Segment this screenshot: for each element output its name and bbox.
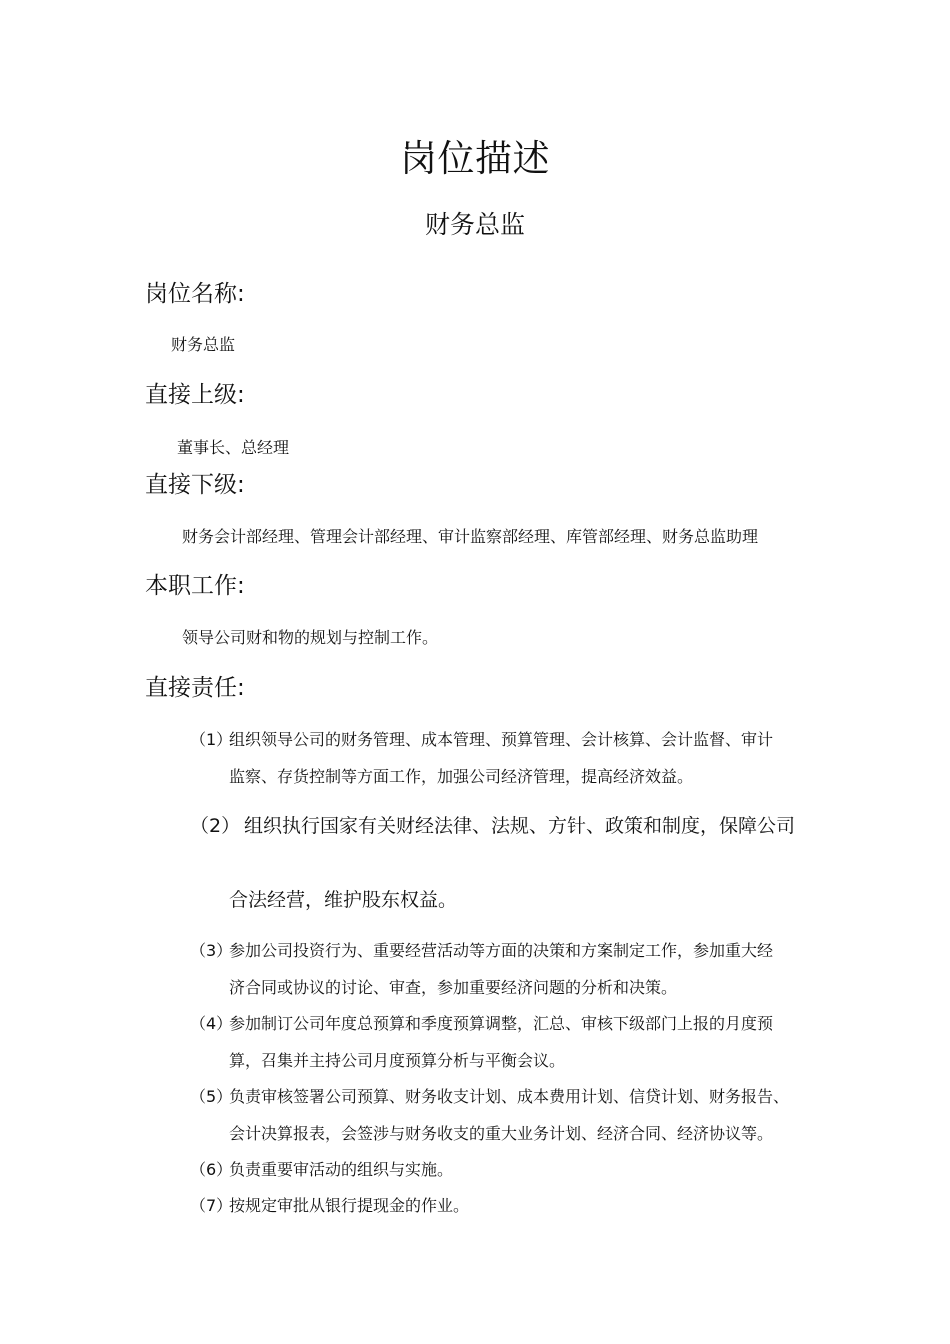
direct-subordinates-heading: 直接下级: — [145, 472, 245, 498]
responsibility-item-line: 负责审核签署公司预算、财务收支计划、成本费用计划、信贷计划、财务报告、 — [229, 1087, 790, 1106]
responsibility-item-number: （6） — [190, 1160, 233, 1179]
responsibility-item-number: （1） — [190, 730, 233, 749]
job-duty-heading: 本职工作: — [145, 573, 245, 599]
responsibility-item-line: 参加公司投资行为、重要经营活动等方面的决策和方案制定工作，参加重大经 — [229, 941, 774, 960]
job-duty-value: 领导公司财和物的规划与控制工作。 — [182, 628, 439, 647]
responsibility-item-line: 会计决算报表，会签涉与财务收支的重大业务计划、经济合同、经济协议等。 — [229, 1124, 774, 1143]
position-name-heading: 岗位名称: — [145, 281, 245, 307]
direct-subordinates-value: 财务会计部经理、管理会计部经理、审计监察部经理、库管部经理、财务总监助理 — [182, 527, 759, 546]
direct-superior-value: 董事长、总经理 — [177, 438, 290, 457]
responsibility-item-number: （7） — [190, 1196, 233, 1215]
responsibility-item-line: 合法经营，维护股东权益。 — [229, 889, 458, 911]
responsibility-item-number: （4） — [190, 1014, 233, 1033]
responsibility-item-line: 按规定审批从银行提现金的作业。 — [229, 1196, 470, 1215]
responsibility-item-line: 监察、存货控制等方面工作，加强公司经济管理，提高经济效益。 — [229, 767, 694, 786]
responsibility-item-line: 参加制订公司年度总预算和季度预算调整，汇总、审核下级部门上报的月度预 — [229, 1014, 774, 1033]
document-title: 岗位描述 — [400, 137, 550, 180]
responsibility-item-line: 组织领导公司的财务管理、成本管理、预算管理、会计核算、会计监督、审计 — [229, 730, 774, 749]
responsibility-item-number: （3） — [190, 941, 233, 960]
responsibility-item-number: （2） — [190, 815, 241, 837]
responsibility-item-line: 算，召集并主持公司月度预算分析与平衡会议。 — [229, 1051, 566, 1070]
document-subtitle: 财务总监 — [424, 210, 525, 239]
position-name-value: 财务总监 — [171, 335, 236, 354]
responsibility-item-line: 组织执行国家有关财经法律、法规、方针、政策和制度，保障公司 — [244, 815, 796, 837]
direct-responsibilities-heading: 直接责任: — [145, 675, 245, 701]
direct-superior-heading: 直接上级: — [145, 382, 245, 408]
responsibility-item-line: 负责重要审活动的组织与实施。 — [229, 1160, 454, 1179]
responsibility-item-number: （5） — [190, 1087, 233, 1106]
responsibility-item-line: 济合同或协议的讨论、审查，参加重要经济问题的分析和决策。 — [229, 978, 678, 997]
